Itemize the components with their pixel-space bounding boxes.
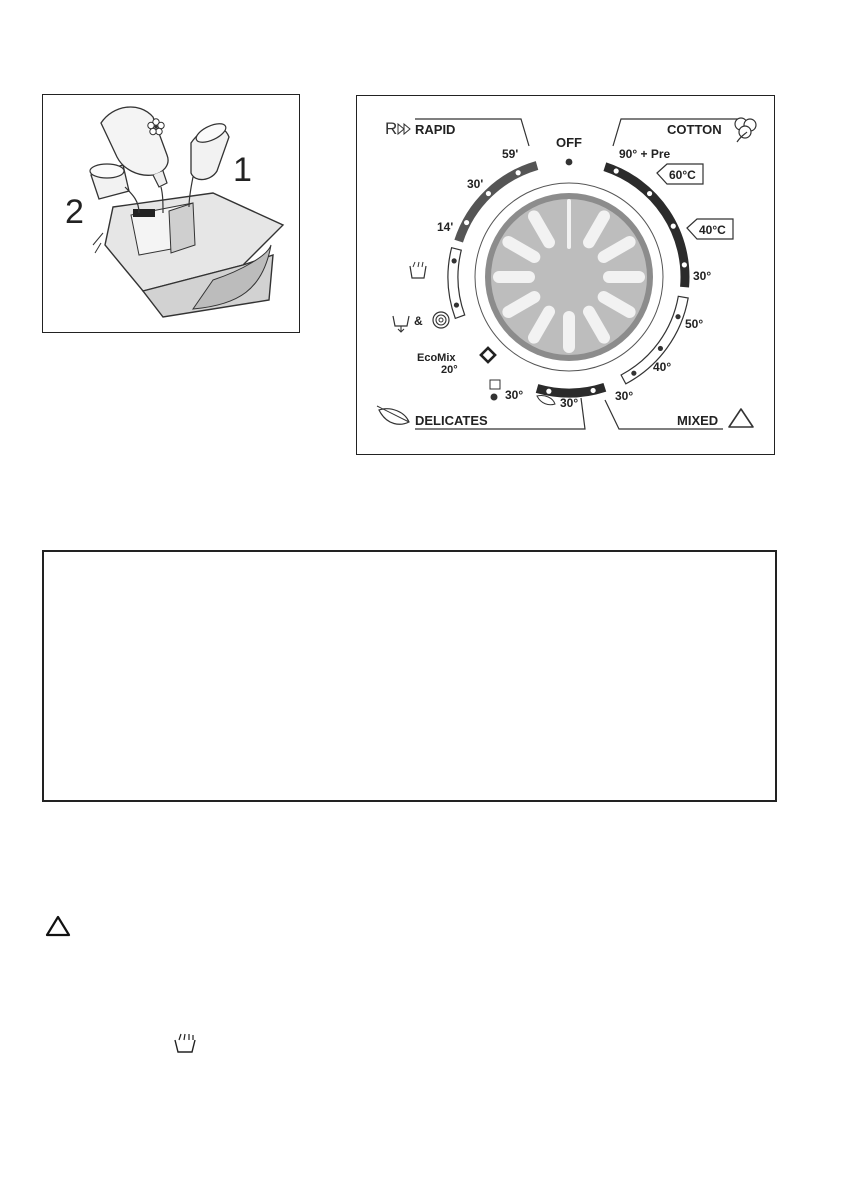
rapid-time-14: 14' [437,220,454,234]
ecomix-position-marker [481,348,495,362]
detergent-drawer-illustration [42,94,300,333]
program-dot [631,371,636,376]
compartment-2-label: 2 [65,193,84,231]
program-dot [464,220,469,225]
rinse-spin-band [448,248,465,319]
dial-drawing [357,96,774,454]
cotton-temp-40-tag [687,219,733,239]
cotton-label: COTTON [667,122,722,137]
delicates-small-feather-icon [537,395,555,404]
cotton-temp-90-pre: 90° + Pre [619,147,671,161]
program-dot [682,262,687,267]
handwash-icon [490,380,500,401]
program-dot [671,224,676,229]
drain-icon [393,316,409,332]
program-dot [452,258,457,263]
svg-text:R: R [385,119,398,138]
cotton-temp-60-tag [657,164,703,184]
rinse-icon [410,262,426,278]
rapid-time-59: 59' [502,147,519,161]
rapid-label: RAPID [415,122,456,137]
program-dot [614,168,619,173]
program-dot [546,389,551,394]
program-dot [675,314,680,319]
mixed-temp-50: 50° [685,317,704,331]
program-dot [658,346,663,351]
mixed-temp-40: 40° [653,360,672,374]
program-selector-diagram [356,95,775,455]
program-dot [516,170,521,175]
cotton-temp-30: 30° [693,269,712,283]
program-dot [486,191,491,196]
off-label: OFF [556,135,582,150]
cotton-icon [735,118,756,142]
delicates-label: DELICATES [415,413,488,428]
program-dot [591,388,596,393]
delicates-temp-silk: 30° [560,396,579,410]
compartment-1-label: 1 [233,151,252,189]
mixed-label: MIXED [677,413,719,428]
drain-spin-amp: & [414,314,423,328]
mixed-triangle-icon [729,409,753,427]
program-dot [647,191,652,196]
drawer-drawing [43,95,299,332]
program-dot [454,302,459,307]
rapid-time-30: 30' [467,177,484,191]
note-box [42,550,777,802]
spin-icon [433,312,449,328]
off-position-dot [566,159,573,166]
mixed-temp-30: 30° [615,389,634,403]
svg-text:40°C: 40°C [699,223,726,237]
delicates-feather-icon [377,406,409,424]
svg-text:60°C: 60°C [669,168,696,182]
rapid-icon [385,119,410,138]
rinse-shower-icon [172,1032,198,1054]
warning-triangle-icon [44,914,72,938]
delicates-temp-handwash: 30° [505,388,524,402]
ecomix-label: EcoMix [417,352,456,364]
ecomix-temp: 20° [441,364,458,376]
